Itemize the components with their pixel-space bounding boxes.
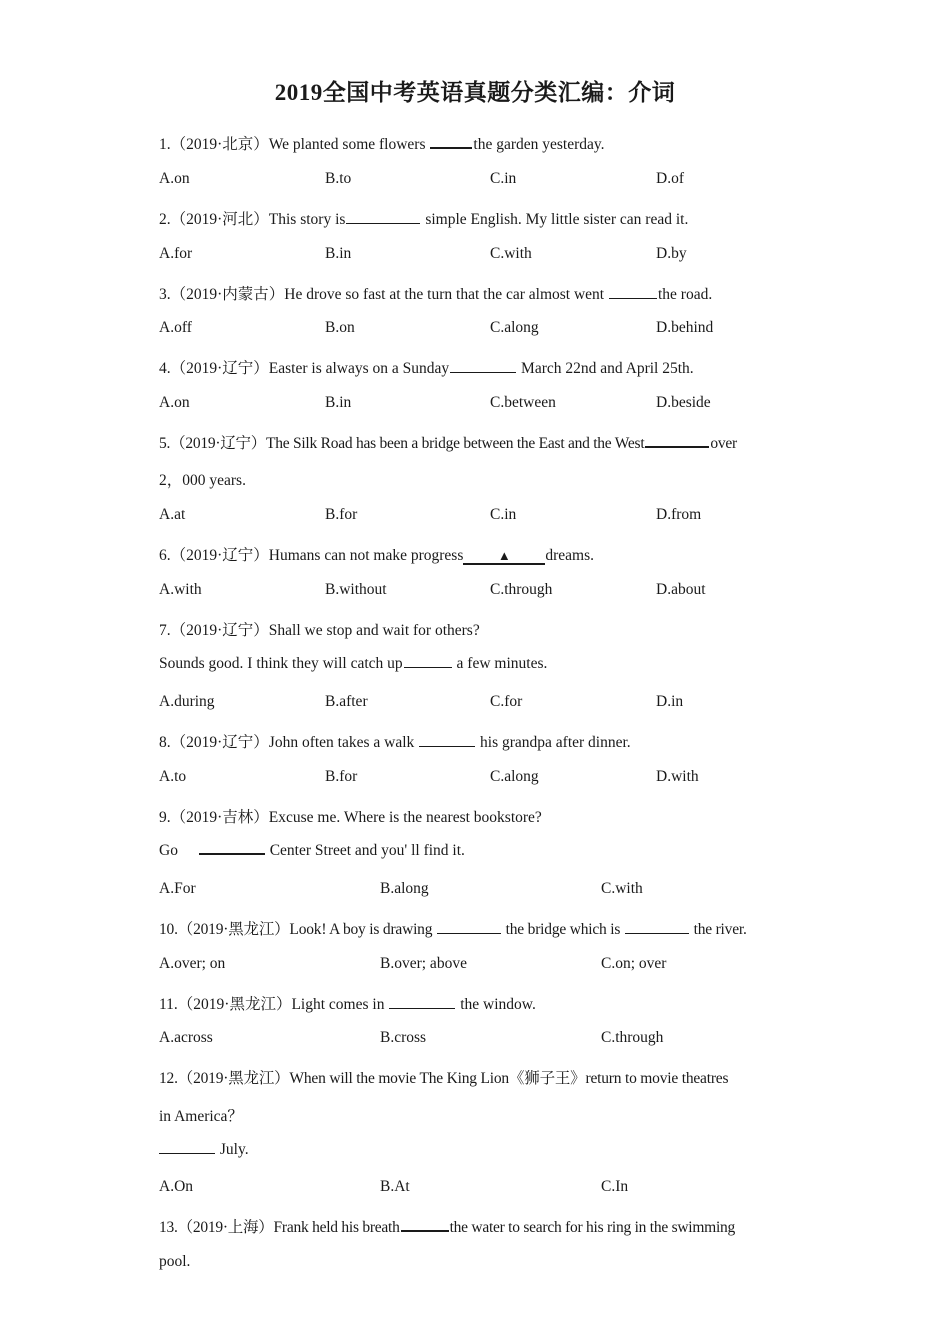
option-d: D.behind xyxy=(656,319,714,336)
question-text: 11.（2019·黑龙江）Light comes in xyxy=(159,996,389,1013)
question-text: 10.（2019·黑龙江）Look! A boy is drawing xyxy=(159,921,436,938)
option-d: D.with xyxy=(656,768,699,785)
option-a: A.over; on xyxy=(159,955,226,972)
answer-blank xyxy=(159,1152,215,1154)
option-a: A.On xyxy=(159,1178,194,1195)
option-c: C.through xyxy=(490,581,553,598)
option-b: B.over; above xyxy=(380,955,467,972)
question-13 xyxy=(159,1215,735,1237)
option-c: C.along xyxy=(490,319,539,336)
option-a: A.for xyxy=(159,245,193,262)
option-c: C.In xyxy=(601,1178,629,1195)
answer-blank xyxy=(450,371,516,373)
question-text: simple English. My little sister can read it. xyxy=(421,211,689,228)
question-text: Center Street and you' ll find it. xyxy=(265,842,465,859)
answer-blank xyxy=(625,932,689,934)
option-b: B.without xyxy=(325,581,387,598)
question-10 xyxy=(159,917,747,939)
answer-blank xyxy=(389,1007,455,1009)
option-b: B.along xyxy=(380,880,429,897)
option-a: A.off xyxy=(159,319,192,336)
option-c: C.with xyxy=(490,245,532,262)
option-a: A.For xyxy=(159,880,196,897)
question-text: the window. xyxy=(456,996,536,1013)
question-text: 4.（2019·辽宁）Easter is always on a Sunday xyxy=(159,360,450,377)
question-text: over xyxy=(710,435,737,452)
option-b: B.for xyxy=(325,506,358,523)
option-c: C.for xyxy=(490,693,523,710)
question-text: 3.（2019·内蒙古）He drove so fast at the turn that the car almost went xyxy=(159,286,608,303)
question-text: the road. xyxy=(657,286,713,303)
question-text: 8.（2019·辽宁）John often takes a walk xyxy=(159,734,419,751)
question-5-continued: 2，000 years. xyxy=(159,472,246,489)
question-12: 12.（2019·黑龙江）When will the movie The King Lion《狮子王》return to movie theatres xyxy=(159,1070,729,1087)
option-c: C.in xyxy=(490,506,517,523)
option-a: A.across xyxy=(159,1029,213,1046)
option-d: D.beside xyxy=(656,394,711,411)
option-c: C.through xyxy=(601,1029,664,1046)
question-2 xyxy=(159,207,688,229)
option-a: A.during xyxy=(159,693,215,710)
option-c: C.in xyxy=(490,170,517,187)
question-8 xyxy=(159,730,631,752)
question-6 xyxy=(159,543,594,565)
question-text: 13.（2019·上海）Frank held his breath xyxy=(159,1219,400,1236)
option-d: D.by xyxy=(656,245,687,262)
question-text: 5.（2019·辽宁）The Silk Road has been a bridge between the East and the West xyxy=(159,435,645,452)
question-text: the water to search for his ring in the swimming xyxy=(449,1219,736,1236)
option-a: A.at xyxy=(159,506,186,523)
question-9: 9.（2019·吉林）Excuse me. Where is the nearest bookstore? xyxy=(159,809,542,826)
answer-blank xyxy=(404,666,452,668)
answer-blank xyxy=(645,445,709,448)
question-12-reply xyxy=(159,1141,249,1159)
question-9-reply xyxy=(159,842,465,860)
answer-blank xyxy=(419,745,475,747)
option-d: D.about xyxy=(656,581,706,598)
option-d: D.in xyxy=(656,693,684,710)
option-b: B.cross xyxy=(380,1029,427,1046)
question-3 xyxy=(159,282,712,304)
question-13-continued: pool. xyxy=(159,1253,191,1270)
option-a: A.on xyxy=(159,170,190,187)
option-b: B.for xyxy=(325,768,358,785)
question-text: 1.（2019·北京）We planted some flowers xyxy=(159,136,430,153)
answer-blank xyxy=(401,1229,449,1232)
option-b: B.after xyxy=(325,693,368,710)
option-c: C.along xyxy=(490,768,539,785)
question-text: March 22nd and April 25th. xyxy=(517,360,694,377)
answer-blank xyxy=(609,297,657,299)
question-7-reply xyxy=(159,655,547,673)
question-text: 2.（2019·河北）This story is xyxy=(159,211,346,228)
question-5 xyxy=(159,431,737,453)
option-d: D.of xyxy=(656,170,684,187)
answer-blank xyxy=(463,548,545,565)
question-text: 6.（2019·辽宁）Humans can not make progress xyxy=(159,547,464,564)
option-b: B.in xyxy=(325,245,352,262)
question-text: Sounds good. I think they will catch up xyxy=(159,655,403,672)
question-text: the river. xyxy=(689,921,747,938)
option-b: B.to xyxy=(325,170,352,187)
question-4 xyxy=(159,356,694,378)
question-text: a few minutes. xyxy=(452,655,548,672)
question-text: dreams. xyxy=(545,547,594,564)
question-1 xyxy=(159,132,605,154)
page-title: 2019全国中考英语真题分类汇编：介词 xyxy=(274,80,676,105)
option-c: C.with xyxy=(601,880,643,897)
option-b: B.on xyxy=(325,319,355,336)
question-text: the bridge which is xyxy=(501,921,624,938)
answer-blank xyxy=(346,222,420,224)
question-text: July. xyxy=(216,1141,249,1158)
option-a: A.on xyxy=(159,394,190,411)
question-11 xyxy=(159,992,536,1014)
answer-blank xyxy=(199,852,265,855)
question-7: 7.（2019·辽宁）Shall we stop and wait for others? xyxy=(159,622,480,639)
question-text: his grandpa after dinner. xyxy=(476,734,631,751)
option-d: D.from xyxy=(656,506,702,523)
question-text: Go xyxy=(159,842,182,859)
option-b: B.in xyxy=(325,394,352,411)
option-c: C.on; over xyxy=(601,955,667,972)
question-text: the garden yesterday. xyxy=(473,136,605,153)
answer-blank xyxy=(437,932,501,934)
option-a: A.to xyxy=(159,768,187,785)
answer-blank xyxy=(430,146,472,149)
option-c: C.between xyxy=(490,394,556,411)
question-12-continued: in America？ xyxy=(159,1108,243,1125)
triangle-marker-icon: ▲ xyxy=(497,548,511,563)
option-a: A.with xyxy=(159,581,202,598)
option-b: B.At xyxy=(380,1178,410,1195)
